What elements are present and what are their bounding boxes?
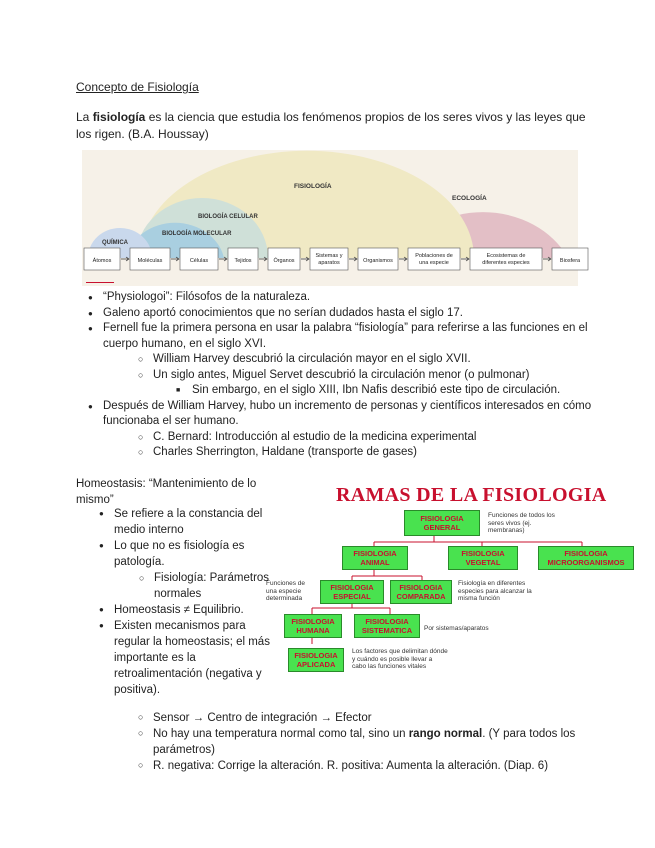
box-fisiologia-comparada: FISIOLOGIA COMPARADA: [390, 580, 452, 604]
list-item: ● Después de William Harvey, hubo un incremento de personas y científicos interesados en cómo funcionaba el ser humano.: [76, 399, 596, 430]
level-label: Poblaciones de: [415, 253, 453, 259]
level-label: Órganos: [273, 258, 295, 264]
box-fisiologia-microorganismos: FISIOLOGIA MICROORGANISMOS: [538, 546, 634, 570]
level-label: Sistemas y: [315, 253, 343, 259]
dome-label-quimica: QUÍMICA: [102, 240, 128, 246]
note-aplicada: Los factores que delimitan dónde y cuándo es posible llevar a cabo las funciones vitales: [352, 648, 448, 670]
dome-label-fisiologia: FISIOLOGÍA: [294, 183, 332, 190]
box-fisiologia-vegetal: FISIOLOGIA VEGETAL: [448, 546, 518, 570]
list-item: [76, 726, 576, 758]
box-fisiologia-aplicada: FISIOLOGIA APLICADA: [288, 648, 344, 672]
box-fisiologia-animal: FISIOLOGIA ANIMAL: [342, 546, 408, 570]
box-fisiologia-humana: FISIOLOGIA HUMANA: [284, 614, 342, 638]
level-label: Biosfera: [559, 258, 581, 264]
level-label: Ecosistemas de: [486, 253, 526, 259]
level-row: [84, 248, 588, 270]
list-item: ■ Sin embargo, en el siglo XIII, Ibn Nafis describió este tipo de circulación.: [76, 383, 596, 399]
intro-text: es la ciencia que estudia los fenómenos propios de los seres vivos y las leyes que los rigen. (B.A. Houssay): [76, 110, 586, 141]
level-box: [470, 248, 542, 270]
list-item: ○ C. Bernard: Introducción al estudio de la medicina experimental: [76, 430, 596, 446]
list-item: ○ Charles Sherrington, Haldane (transporte de gases): [76, 445, 596, 461]
list-item: ● Existen mecanismos para regular la homeostasis; el más importante es la retroalimentación (negativa y positiva).: [76, 618, 282, 698]
list-item: ● “Physiologoi”: Filósofos de la naturaleza.: [76, 290, 596, 306]
biology-levels-diagram: [82, 150, 581, 286]
level-label: Células: [189, 258, 209, 264]
list-item-bold: rango normal: [408, 728, 483, 740]
level-label: diferentes especies: [482, 260, 530, 266]
feedback-list: [76, 710, 576, 774]
note-especial: Funciones de una especie determinada: [266, 580, 306, 602]
list-item: ○ R. negativa: Corrige la alteración. R. positiva: Aumenta la alteración. (Diap. 6): [76, 758, 576, 774]
level-label: Tejidos: [234, 258, 252, 264]
note-sistematica: Por sistemas/aparatos: [424, 625, 489, 632]
list-item-pre: No hay una temperatura normal como tal, sino un: [153, 728, 409, 740]
list-item: ○ William Harvey descubrió la circulación mayor en el siglo XVII.: [76, 352, 596, 368]
list-item: ● Se refiere a la constancia del medio interno: [76, 506, 282, 538]
homeostasis-heading: Homeostasis: “Mantenimiento de lo mismo”: [76, 478, 257, 506]
level-box: [310, 248, 348, 270]
level-box: [408, 248, 460, 270]
box-fisiologia-sistematica: FISIOLOGIA SISTEMATICA: [354, 614, 420, 638]
level-label: una especie: [419, 260, 449, 266]
dome-label-biologia-molecular: BIOLOGÍA MOLECULAR: [162, 231, 232, 237]
box-fisiologia-general: FISIOLOGIA GENERAL: [404, 510, 480, 536]
list-item: ○ Un siglo antes, Miguel Servet descubrió la circulación menor (o pulmonar): [76, 368, 596, 384]
page-title: Concepto de Fisiología: [76, 80, 199, 94]
homeostasis-list: [76, 506, 282, 698]
ramas-diagram: [262, 480, 642, 686]
list-item: ○ Sensor → Centro de integración → Efector: [76, 710, 576, 726]
note-comparada: Fisiología en diferentes especies para alcanzar la misma función: [458, 580, 532, 602]
divider-mark: [86, 282, 114, 283]
intro-paragraph: [76, 109, 586, 143]
history-list: [76, 290, 596, 461]
level-label: Moléculas: [137, 258, 163, 264]
list-item: ● Homeostasis ≠ Equilibrio.: [76, 602, 282, 618]
list-item: ● Fernell fue la primera persona en usar la palabra “fisiología” para referirse a las funciones en el cuerpo humano, en el siglo XVI.: [76, 321, 596, 352]
dome-label-biologia-celular: BIOLOGÍA CELULAR: [198, 214, 258, 220]
list-item: ○ Fisiología: Parámetros normales: [76, 570, 282, 602]
ramas-title: RAMAS DE LA FISIOLOGIA: [336, 484, 607, 506]
level-label: Organismos: [363, 258, 393, 264]
note-general: Funciones de todos los seres vivos (ej. membranas): [488, 512, 555, 534]
list-item-post: . (Y para todos los parámetros): [153, 728, 576, 756]
box-fisiologia-especial: FISIOLOGIA ESPECIAL: [320, 580, 384, 604]
level-label: aparatos: [318, 260, 340, 266]
intro-term: fisiología: [92, 110, 146, 124]
level-label: Átomos: [92, 258, 112, 264]
dome-label-ecologia: ECOLOGÍA: [452, 195, 487, 202]
intro-prefix: La: [76, 110, 93, 124]
list-item: ● Galeno aportó conocimientos que no serían dudados hasta el siglo 17.: [76, 306, 596, 322]
list-item: ● Lo que no es fisiología es patología.: [76, 538, 282, 570]
